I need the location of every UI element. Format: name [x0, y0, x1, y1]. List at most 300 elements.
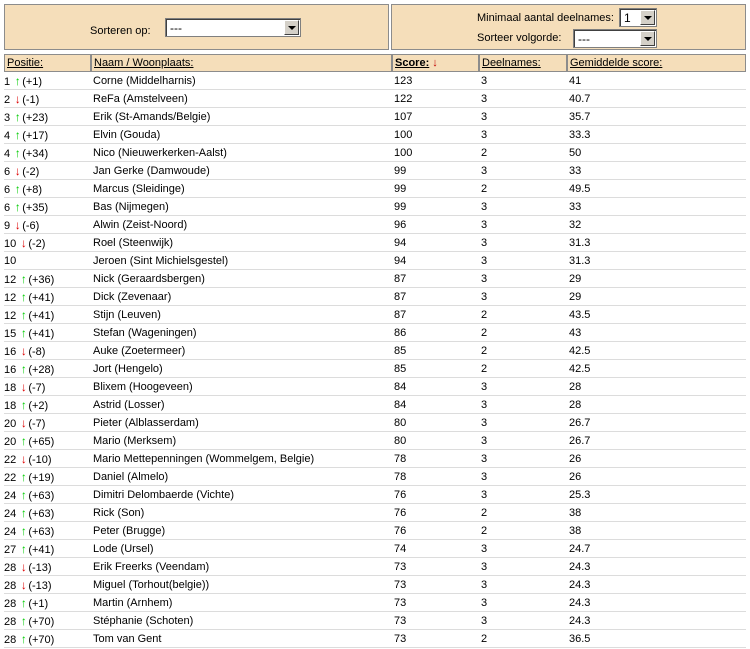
position-change: (+70): [28, 615, 55, 628]
score-cell: 73: [392, 630, 479, 648]
position-cell: [4, 396, 91, 414]
name-cell: Corne (Middelharnis): [91, 72, 392, 90]
position-value: 18: [4, 399, 17, 412]
participations-cell: 2: [479, 504, 567, 522]
position-cell: [4, 216, 91, 234]
score-cell: 73: [392, 576, 479, 594]
col-header-average[interactable]: [567, 54, 746, 72]
score-cell: 85: [392, 342, 479, 360]
position-cell: [4, 414, 91, 432]
table-row: [4, 612, 746, 630]
arrow-up-icon: ↑: [20, 271, 27, 286]
position-change: (+65): [28, 435, 55, 448]
arrow-down-icon: ↓: [20, 235, 27, 250]
col-header-name[interactable]: [91, 54, 392, 72]
position-value: 24: [4, 507, 17, 520]
average-cell: 28: [567, 396, 746, 414]
position-cell: [4, 324, 91, 342]
participations-cell: 2: [479, 630, 567, 648]
name-cell: Stijn (Leuven): [91, 306, 392, 324]
average-sort-link[interactable]: Gemiddelde score:: [570, 57, 663, 69]
min-participations-value: 1: [624, 11, 631, 25]
arrow-up-icon: ↑: [20, 631, 27, 646]
name-cell: Jort (Hengelo): [91, 360, 392, 378]
average-cell: 33.3: [567, 126, 746, 144]
arrow-up-icon: ↑: [14, 109, 21, 124]
table-row: [4, 558, 746, 576]
table-row: [4, 414, 746, 432]
position-value: 6: [4, 165, 11, 178]
arrow-down-icon: ↓: [20, 559, 27, 574]
position-cell: [4, 576, 91, 594]
position-value: 1: [4, 75, 11, 88]
table-row: [4, 450, 746, 468]
name-cell: Stefan (Wageningen): [91, 324, 392, 342]
chevron-down-icon[interactable]: [640, 10, 655, 25]
participations-cell: 2: [479, 342, 567, 360]
position-value: 16: [4, 345, 17, 358]
name-cell: Jeroen (Sint Michielsgestel): [91, 252, 392, 270]
sort-select[interactable]: [165, 18, 301, 37]
position-value: 16: [4, 363, 17, 376]
position-change: (-2): [28, 237, 46, 250]
arrow-up-icon: ↑: [14, 181, 21, 196]
position-cell: [4, 270, 91, 288]
name-cell: Astrid (Losser): [91, 396, 392, 414]
name-cell: Roel (Steenwijk): [91, 234, 392, 252]
table-row: [4, 432, 746, 450]
position-change: (+2): [28, 399, 49, 412]
table-row: [4, 576, 746, 594]
name-cell: Tom van Gent: [91, 630, 392, 648]
participations-cell: 3: [479, 378, 567, 396]
arrow-down-icon: ↓: [20, 343, 27, 358]
table-row: [4, 126, 746, 144]
position-cell: [4, 108, 91, 126]
position-change: (+28): [28, 363, 55, 376]
arrow-up-icon: ↑: [20, 469, 27, 484]
table-row: [4, 162, 746, 180]
average-cell: 24.3: [567, 576, 746, 594]
position-cell: [4, 378, 91, 396]
name-cell: Marcus (Sleidinge): [91, 180, 392, 198]
score-cell: 99: [392, 162, 479, 180]
score-cell: 73: [392, 612, 479, 630]
arrow-up-icon: ↑: [20, 595, 27, 610]
participations-cell: 3: [479, 90, 567, 108]
table-row: [4, 630, 746, 648]
table-row: [4, 306, 746, 324]
arrow-down-icon: ↓: [20, 415, 27, 430]
min-participations-label: Minimaal aantal deelnames:: [477, 12, 614, 24]
position-value: 20: [4, 435, 17, 448]
position-cell: [4, 198, 91, 216]
position-cell: [4, 612, 91, 630]
table-row: [4, 594, 746, 612]
average-cell: 43.5: [567, 306, 746, 324]
position-change: (-13): [28, 561, 52, 574]
score-cell: 100: [392, 126, 479, 144]
average-cell: 25.3: [567, 486, 746, 504]
score-cell: 74: [392, 540, 479, 558]
position-value: 28: [4, 579, 17, 592]
name-cell: Erik (St-Amands/Belgie): [91, 108, 392, 126]
position-change: (+35): [22, 201, 49, 214]
chevron-down-icon[interactable]: [640, 31, 655, 46]
position-change: (+63): [28, 507, 55, 520]
average-cell: 31.3: [567, 234, 746, 252]
arrow-up-icon: ↑: [14, 127, 21, 142]
average-cell: 24.7: [567, 540, 746, 558]
participations-cell: 3: [479, 612, 567, 630]
participations-sort-link[interactable]: Deelnames:: [482, 57, 541, 69]
average-cell: 38: [567, 504, 746, 522]
name-cell: Miguel (Torhout(belgie)): [91, 576, 392, 594]
name-cell: Mario Mettepenningen (Wommelgem, Belgie): [91, 450, 392, 468]
average-cell: 42.5: [567, 360, 746, 378]
score-cell: 94: [392, 234, 479, 252]
position-value: 20: [4, 417, 17, 430]
participations-cell: 3: [479, 396, 567, 414]
ranking-table: [4, 54, 746, 648]
position-value: 6: [4, 183, 11, 196]
position-change: (-2): [22, 165, 40, 178]
position-change: (+19): [28, 471, 55, 484]
participations-cell: 3: [479, 468, 567, 486]
average-cell: 24.3: [567, 558, 746, 576]
score-cell: 94: [392, 252, 479, 270]
name-cell: Blixem (Hoogeveen): [91, 378, 392, 396]
arrow-down-icon: ↓: [20, 577, 27, 592]
position-cell: [4, 234, 91, 252]
participations-cell: 3: [479, 198, 567, 216]
name-cell: Martin (Arnhem): [91, 594, 392, 612]
average-cell: 35.7: [567, 108, 746, 126]
position-cell: [4, 540, 91, 558]
arrow-up-icon: ↑: [20, 361, 27, 376]
col-header-participations[interactable]: [479, 54, 567, 72]
position-change: (+17): [22, 129, 49, 142]
position-cell: [4, 180, 91, 198]
participations-cell: 3: [479, 252, 567, 270]
chevron-down-icon[interactable]: [284, 20, 299, 35]
position-cell: [4, 288, 91, 306]
position-cell: [4, 486, 91, 504]
position-value: 22: [4, 453, 17, 466]
position-value: 28: [4, 615, 17, 628]
participations-cell: 3: [479, 288, 567, 306]
position-change: (+1): [22, 75, 43, 88]
position-value: 12: [4, 291, 17, 304]
participations-cell: 3: [479, 126, 567, 144]
name-cell: Elvin (Gouda): [91, 126, 392, 144]
name-cell: Bas (Nijmegen): [91, 198, 392, 216]
participations-cell: 2: [479, 180, 567, 198]
score-cell: 87: [392, 306, 479, 324]
position-cell: [4, 522, 91, 540]
participations-cell: 3: [479, 72, 567, 90]
arrow-up-icon: ↑: [20, 505, 27, 520]
sort-label: Sorteren op:: [90, 25, 151, 37]
average-cell: 24.3: [567, 612, 746, 630]
position-change: (+70): [28, 633, 55, 646]
arrow-up-icon: ↑: [14, 199, 21, 214]
position-cell: [4, 558, 91, 576]
average-cell: 32: [567, 216, 746, 234]
position-change: (+41): [28, 327, 55, 340]
position-cell: [4, 630, 91, 648]
score-cell: 84: [392, 378, 479, 396]
average-cell: 42.5: [567, 342, 746, 360]
average-cell: 31.3: [567, 252, 746, 270]
table-row: [4, 522, 746, 540]
name-cell: Peter (Brugge): [91, 522, 392, 540]
average-cell: 26: [567, 450, 746, 468]
sort-order-select[interactable]: [573, 29, 657, 48]
position-value: 10: [4, 254, 17, 267]
participations-cell: 2: [479, 144, 567, 162]
name-cell: ReFa (Amstelveen): [91, 90, 392, 108]
name-cell: Dick (Zevenaar): [91, 288, 392, 306]
position-change: (+41): [28, 291, 55, 304]
participations-cell: 3: [479, 414, 567, 432]
position-cell: [4, 162, 91, 180]
position-value: 12: [4, 273, 17, 286]
arrow-up-icon: ↑: [20, 487, 27, 502]
average-cell: 38: [567, 522, 746, 540]
score-cell: 87: [392, 270, 479, 288]
arrow-up-icon: ↑: [14, 145, 21, 160]
table-row: [4, 468, 746, 486]
position-cell: [4, 342, 91, 360]
score-cell: 122: [392, 90, 479, 108]
score-cell: 76: [392, 486, 479, 504]
position-change: (-6): [22, 219, 40, 232]
table-row: [4, 90, 746, 108]
table-row: [4, 180, 746, 198]
table-row: [4, 234, 746, 252]
sort-order-value: ---: [578, 32, 590, 46]
average-cell: 49.5: [567, 180, 746, 198]
score-cell: 73: [392, 594, 479, 612]
position-sort-link[interactable]: Positie:: [7, 57, 44, 69]
name-cell: Jan Gerke (Damwoude): [91, 162, 392, 180]
position-value: 18: [4, 381, 17, 394]
name-cell: Rick (Son): [91, 504, 392, 522]
arrow-down-icon: ↓: [14, 163, 21, 178]
average-cell: 43: [567, 324, 746, 342]
name-sort-link[interactable]: Naam / Woonplaats:: [94, 57, 194, 69]
position-value: 24: [4, 489, 17, 502]
average-cell: 24.3: [567, 594, 746, 612]
position-cell: [4, 360, 91, 378]
score-cell: 100: [392, 144, 479, 162]
table-row: [4, 378, 746, 396]
position-change: (+23): [22, 111, 49, 124]
position-change: (-10): [28, 453, 52, 466]
name-cell: Dimitri Delombaerde (Vichte): [91, 486, 392, 504]
average-cell: 33: [567, 162, 746, 180]
name-cell: Pieter (Alblasserdam): [91, 414, 392, 432]
position-cell: [4, 432, 91, 450]
average-cell: 29: [567, 270, 746, 288]
arrow-up-icon: ↑: [20, 433, 27, 448]
score-cell: 85: [392, 360, 479, 378]
name-cell: Nico (Nieuwerkerken-Aalst): [91, 144, 392, 162]
name-cell: Auke (Zoetermeer): [91, 342, 392, 360]
arrow-down-icon: ↓: [20, 451, 27, 466]
arrow-up-icon: ↑: [14, 73, 21, 88]
position-cell: [4, 72, 91, 90]
participations-cell: 2: [479, 324, 567, 342]
position-change: (-7): [28, 417, 46, 430]
score-cell: 80: [392, 414, 479, 432]
position-change: (+8): [22, 183, 43, 196]
position-value: 9: [4, 219, 11, 232]
col-header-position[interactable]: [4, 54, 91, 72]
arrow-up-icon: ↑: [20, 325, 27, 340]
sort-panel: [4, 4, 389, 50]
name-cell: Daniel (Almelo): [91, 468, 392, 486]
table-row: [4, 270, 746, 288]
position-value: 6: [4, 201, 11, 214]
table-header-row: [4, 54, 746, 72]
name-cell: Nick (Geraardsbergen): [91, 270, 392, 288]
score-cell: 76: [392, 504, 479, 522]
position-cell: [4, 306, 91, 324]
score-cell: 73: [392, 558, 479, 576]
participations-cell: 2: [479, 306, 567, 324]
score-cell: 78: [392, 450, 479, 468]
participations-cell: 2: [479, 522, 567, 540]
participations-cell: 3: [479, 594, 567, 612]
table-row: [4, 486, 746, 504]
arrow-down-icon: ↓: [20, 379, 27, 394]
position-cell: [4, 450, 91, 468]
name-cell: Alwin (Zeist-Noord): [91, 216, 392, 234]
position-value: 15: [4, 327, 17, 340]
score-cell: 107: [392, 108, 479, 126]
sort-order-label: Sorteer volgorde:: [477, 32, 562, 44]
position-change: (+63): [28, 525, 55, 538]
position-change: (+63): [28, 489, 55, 502]
participations-cell: 3: [479, 162, 567, 180]
position-cell: [4, 144, 91, 162]
participations-cell: 3: [479, 486, 567, 504]
position-value: 2: [4, 93, 11, 106]
participations-cell: 3: [479, 216, 567, 234]
arrow-up-icon: ↑: [20, 613, 27, 628]
table-row: [4, 324, 746, 342]
score-cell: 84: [392, 396, 479, 414]
arrow-down-icon: ↓: [14, 91, 21, 106]
name-cell: Lode (Ursel): [91, 540, 392, 558]
score-cell: 80: [392, 432, 479, 450]
average-cell: 26.7: [567, 432, 746, 450]
average-cell: 41: [567, 72, 746, 90]
table-row: [4, 342, 746, 360]
average-cell: 36.5: [567, 630, 746, 648]
position-value: 12: [4, 309, 17, 322]
position-value: 22: [4, 471, 17, 484]
filter-panel: [391, 4, 746, 50]
sort-select-value: ---: [170, 21, 182, 35]
average-cell: 26.7: [567, 414, 746, 432]
position-cell: [4, 468, 91, 486]
position-value: 10: [4, 237, 17, 250]
arrow-up-icon: ↑: [20, 307, 27, 322]
position-cell: [4, 90, 91, 108]
col-header-score[interactable]: [392, 54, 479, 72]
position-change: (-1): [22, 93, 40, 106]
position-change: (+34): [22, 147, 49, 160]
position-value: 4: [4, 147, 11, 160]
position-cell: [4, 252, 91, 270]
table-row: [4, 72, 746, 90]
name-cell: Erik Freerks (Veendam): [91, 558, 392, 576]
score-cell: 78: [392, 468, 479, 486]
position-change: (-7): [28, 381, 46, 394]
table-row: [4, 198, 746, 216]
position-change: (+41): [28, 309, 55, 322]
name-cell: Stéphanie (Schoten): [91, 612, 392, 630]
participations-cell: 3: [479, 558, 567, 576]
min-participations-select[interactable]: [619, 8, 657, 27]
table-row: [4, 360, 746, 378]
position-value: 4: [4, 129, 11, 142]
score-cell: 86: [392, 324, 479, 342]
arrow-up-icon: ↑: [20, 289, 27, 304]
name-cell: Mario (Merksem): [91, 432, 392, 450]
participations-cell: 3: [479, 270, 567, 288]
table-row: [4, 504, 746, 522]
position-change: (-13): [28, 579, 52, 592]
position-cell: [4, 594, 91, 612]
table-row: [4, 540, 746, 558]
arrow-up-icon: ↑: [20, 523, 27, 538]
table-row: [4, 144, 746, 162]
score-cell: 76: [392, 522, 479, 540]
score-cell: 96: [392, 216, 479, 234]
participations-cell: 3: [479, 108, 567, 126]
average-cell: 40.7: [567, 90, 746, 108]
average-cell: 29: [567, 288, 746, 306]
table-row: [4, 216, 746, 234]
table-row: [4, 108, 746, 126]
score-sort-link[interactable]: Score:: [395, 57, 430, 69]
position-value: 24: [4, 525, 17, 538]
table-row: [4, 252, 746, 270]
average-cell: 28: [567, 378, 746, 396]
table-row: [4, 396, 746, 414]
participations-cell: 2: [479, 360, 567, 378]
arrow-down-icon: ↓: [14, 217, 21, 232]
table-row: [4, 288, 746, 306]
participations-cell: 3: [479, 450, 567, 468]
arrow-up-icon: ↑: [20, 397, 27, 412]
position-value: 28: [4, 597, 17, 610]
participations-cell: 3: [479, 432, 567, 450]
position-cell: [4, 504, 91, 522]
average-cell: 26: [567, 468, 746, 486]
participations-cell: 3: [479, 234, 567, 252]
position-value: 3: [4, 111, 11, 124]
position-change: (-8): [28, 345, 46, 358]
score-cell: 87: [392, 288, 479, 306]
sort-desc-icon: ↓: [432, 57, 438, 69]
score-cell: 99: [392, 180, 479, 198]
average-cell: 50: [567, 144, 746, 162]
